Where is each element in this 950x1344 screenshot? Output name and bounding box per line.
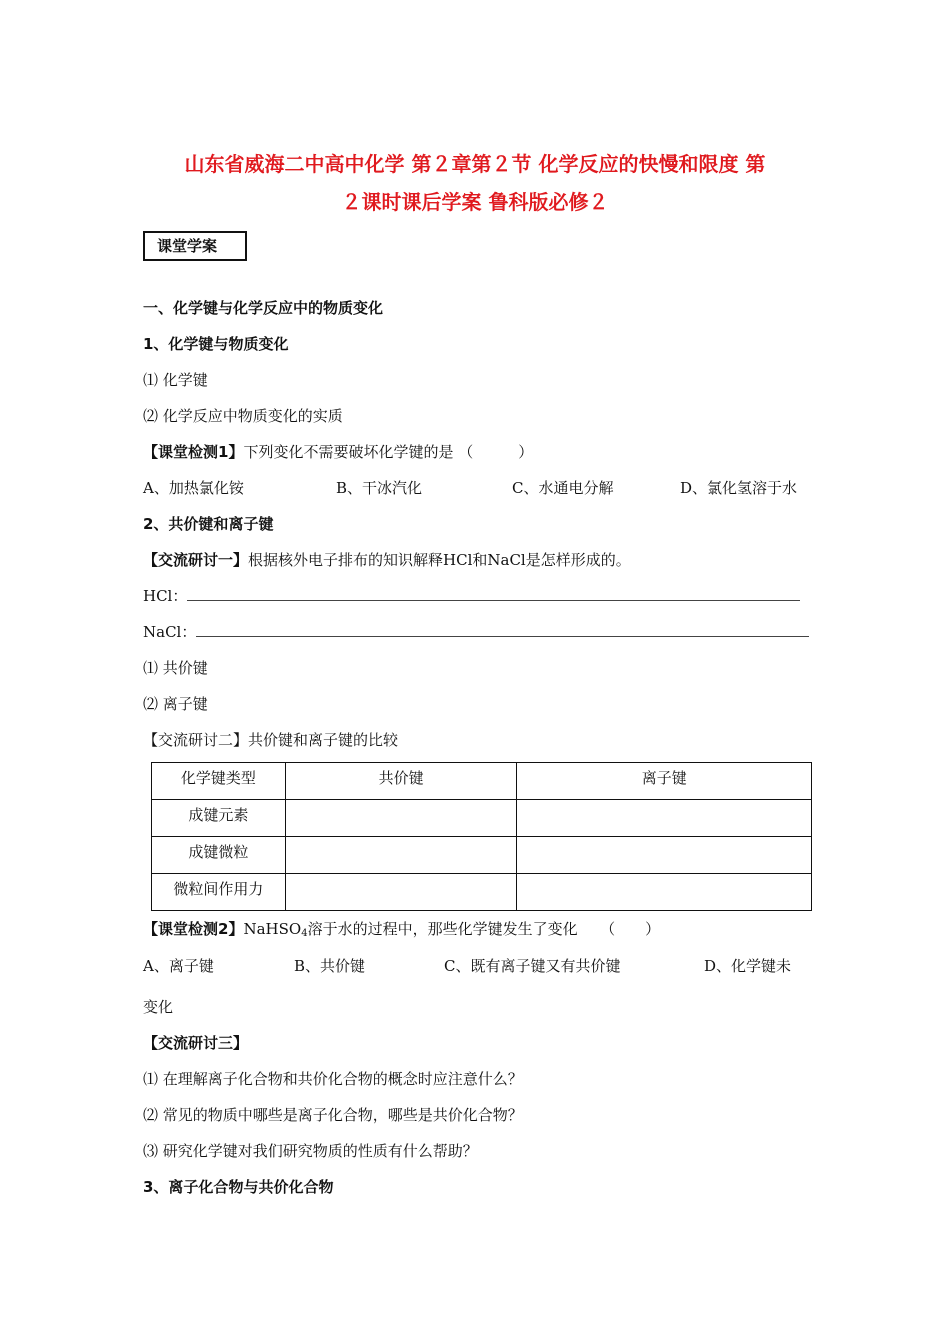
hcl-answer-line bbox=[143, 586, 800, 606]
list-item: ⑵ 化学反应中物质变化的实质 bbox=[143, 407, 343, 425]
section-box-label: 课堂学案 bbox=[143, 231, 247, 261]
list-item: ⑴ 共价键 bbox=[143, 659, 208, 677]
check-question-subscript: 4 bbox=[301, 928, 308, 939]
table-row bbox=[152, 874, 812, 911]
list-item: ⑴ 化学键 bbox=[143, 371, 208, 389]
option-b: B、干冰汽化 bbox=[336, 479, 423, 497]
table-header-row bbox=[152, 763, 812, 800]
check-tag: 【课堂检测2】 bbox=[143, 920, 244, 938]
table-cell bbox=[285, 874, 517, 911]
section-heading-1: 一、化学键与化学反应中的物质变化 bbox=[143, 299, 384, 317]
check-question-pre: NaHSO bbox=[243, 920, 302, 938]
list-item: ⑵ 离子键 bbox=[143, 695, 208, 713]
table-row bbox=[152, 837, 812, 874]
table-cell bbox=[517, 874, 812, 911]
discussion-1 bbox=[143, 550, 631, 570]
subheading-covalent-ionic: 2、共价键和离子键 bbox=[143, 515, 274, 533]
answer-blank bbox=[187, 586, 800, 601]
discussion-2: 【交流研讨二】共价键和离子键的比较 bbox=[143, 731, 399, 749]
document-title-line-1: 山东省威海二中高中化学 第２章第２节 化学反应的快慢和限度 第 bbox=[184, 152, 766, 176]
comparison-table bbox=[151, 762, 812, 911]
hcl-label: HCl： bbox=[143, 587, 188, 605]
list-item: ⑶ 研究化学键对我们研究物质的性质有什么帮助？ bbox=[143, 1142, 478, 1160]
option-a: A、离子键 bbox=[143, 957, 214, 975]
table-row-label: 成键元素 bbox=[152, 800, 286, 837]
table-header: 共价键 bbox=[285, 763, 517, 800]
table-cell bbox=[517, 800, 812, 837]
discussion-text: 根据核外电子排布的知识解释HCl和NaCl是怎样形成的。 bbox=[248, 551, 631, 569]
list-item: ⑵ 常见的物质中哪些是离子化合物，哪些是共价化合物？ bbox=[143, 1106, 523, 1124]
table-header: 离子键 bbox=[517, 763, 812, 800]
subheading-bond-matter: 1、化学键与物质变化 bbox=[143, 335, 289, 353]
list-item: ⑴ 在理解离子化合物和共价化合物的概念时应注意什么？ bbox=[143, 1070, 523, 1088]
table-cell bbox=[285, 837, 517, 874]
answer-blank bbox=[196, 622, 809, 637]
option-b: B、共价键 bbox=[294, 957, 366, 975]
table-row-label: 成键微粒 bbox=[152, 837, 286, 874]
table-row bbox=[152, 800, 812, 837]
class-check-1 bbox=[143, 442, 533, 462]
class-check-2 bbox=[143, 919, 660, 944]
table-cell bbox=[285, 800, 517, 837]
option-a: A、加热氯化铵 bbox=[143, 479, 244, 497]
check-question: 下列变化不需要破坏化学键的是 （ ） bbox=[243, 443, 534, 461]
option-c: C、既有离子键又有共价键 bbox=[444, 957, 621, 975]
option-c: C、水通电分解 bbox=[512, 479, 614, 497]
check-question-post: 溶于水的过程中，那些化学键发生了变化 （ ） bbox=[307, 920, 661, 938]
option-d: D、氯化氢溶于水 bbox=[680, 479, 798, 497]
option-d: D、化学键未 bbox=[704, 957, 792, 975]
table-row-label: 微粒间作用力 bbox=[152, 874, 286, 911]
nacl-answer-line bbox=[143, 622, 809, 642]
subheading-compounds: 3、离子化合物与共价化合物 bbox=[143, 1178, 334, 1196]
nacl-label: NaCl： bbox=[143, 623, 197, 641]
document-title-line-2: ２课时课后学案 鲁科版必修２ bbox=[341, 190, 609, 214]
check-tag: 【课堂检测1】 bbox=[143, 443, 244, 461]
table-header: 化学键类型 bbox=[152, 763, 286, 800]
discussion-tag: 【交流研讨一】 bbox=[143, 551, 249, 569]
option-d-wrap: 变化 bbox=[143, 998, 174, 1016]
discussion-3-tag: 【交流研讨三】 bbox=[143, 1034, 249, 1052]
table-cell bbox=[517, 837, 812, 874]
